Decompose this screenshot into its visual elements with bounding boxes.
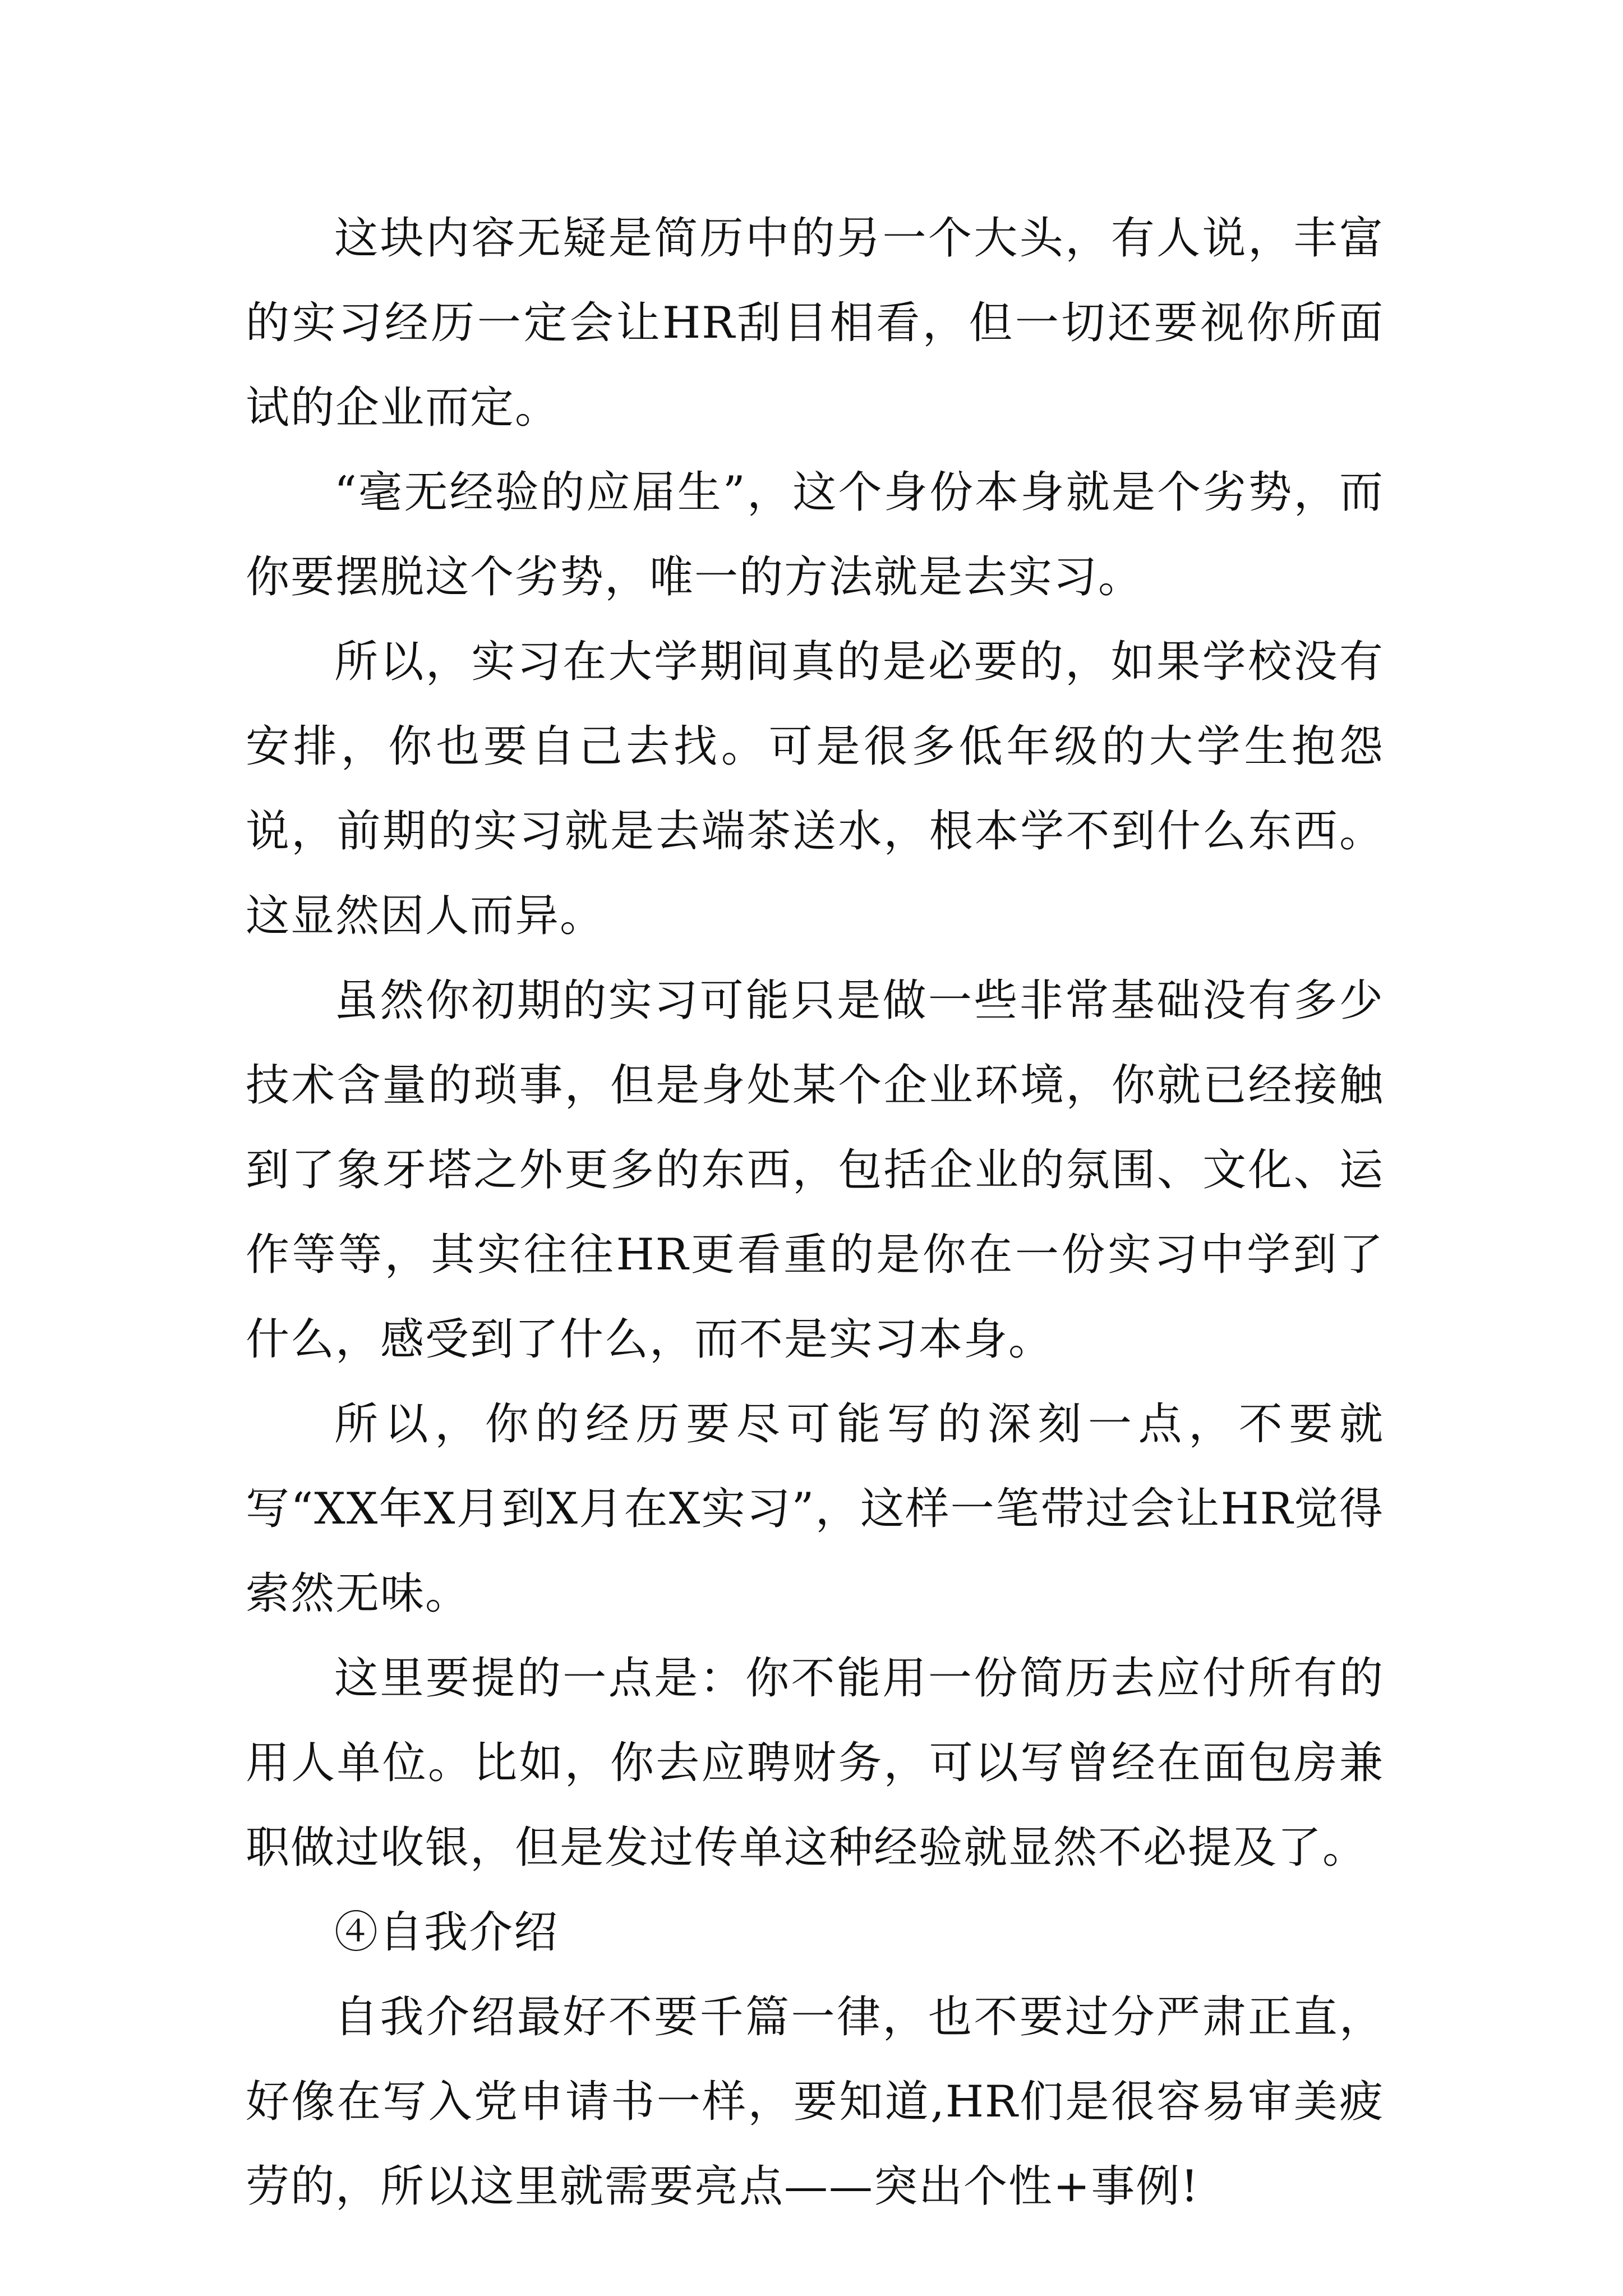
paragraph-early-internship: 虽然你初期的实习可能只是做一些非常基础没有多少技术含量的琐事，但是身处某个企业环境，你就已经接触到了象牙塔之外更多的东西，包括企业的氛围、文化、运作等等，其实往往HR更看重的是你在一份实习中学到了什么，感受到了什么，而不是实习本身。 [246,976,1384,1365]
paragraph-internship-necessity: 所以，实习在大学期间真的是必要的，如果学校没有安排，你也要自己去找。可是很多低年级的大学生抱怨说，前期的实习就是去端茶送水，根本学不到什么东西。这显然因人而异。 [246,637,1384,941]
section-heading-self-introduction: ④自我介绍 [334,1907,559,1958]
paragraph-fresh-graduate: “毫无经验的应届生”，这个身份本身就是个劣势，而你要摆脱这个劣势，唯一的方法就是去实习。 [246,467,1384,602]
paragraph-self-introduction: 自我介绍最好不要千篇一律，也不要过分严肃正直，好像在写入党申请书一样，要知道,HR们是很容易审美疲劳的，所以这里就需要亮点——突出个性+事例! [246,1992,1384,2212]
paragraph-write-deeply: 所以，你的经历要尽可能写的深刻一点，不要就写“XX年X月到X月在X实习”，这样一笔带过会让HR觉得索然无味。 [246,1399,1384,1619]
paragraph-tailor-resume: 这里要提的一点是：你不能用一份简历去应付所有的用人单位。比如，你去应聘财务，可以写曾经在面包房兼职做过收银，但是发过传单这种经验就显然不必提及了。 [246,1653,1384,1873]
document-body [246,196,1384,2229]
paragraph-internship-intro: 这块内容无疑是简历中的另一个大头，有人说，丰富的实习经历一定会让HR刮目相看，但一切还要视你所面试的企业而定。 [246,213,1384,433]
